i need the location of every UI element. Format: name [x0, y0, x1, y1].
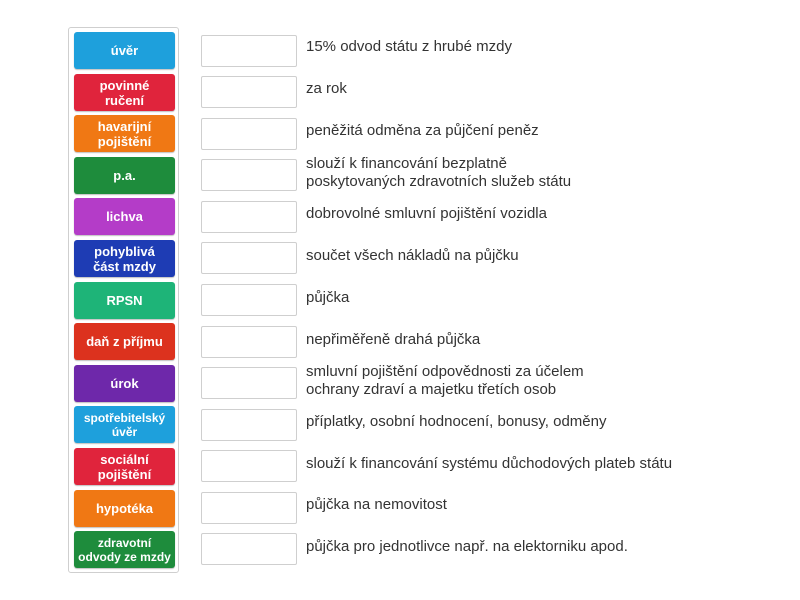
- definition-text: peněžitá odměna za půjčení peněz: [306, 122, 539, 139]
- drop-target-box[interactable]: [201, 450, 297, 482]
- answer-tile[interactable]: RPSN: [74, 282, 175, 319]
- answer-tile[interactable]: hypotéka: [74, 490, 175, 527]
- answer-tile[interactable]: daň z příjmu: [74, 323, 175, 360]
- drop-target-box[interactable]: [201, 76, 297, 108]
- drop-target-box[interactable]: [201, 159, 297, 191]
- definition-text: dobrovolné smluvní pojištění vozidla: [306, 205, 547, 222]
- definition-text: půjčka: [306, 289, 350, 306]
- answer-tile[interactable]: p.a.: [74, 157, 175, 194]
- definition-text: nepřiměřeně drahá půjčka: [306, 331, 481, 348]
- answer-tile[interactable]: úrok: [74, 365, 175, 402]
- definition-text: slouží k financování systému důchodových plateb státu: [306, 455, 673, 472]
- answer-tile[interactable]: pohyblivá část mzdy: [74, 240, 175, 277]
- drop-target-box[interactable]: [201, 533, 297, 565]
- answer-tile[interactable]: spotřebitelský úvěr: [74, 406, 175, 443]
- answer-tile[interactable]: sociální pojištění: [74, 448, 175, 485]
- definition-text: slouží k financování bezplatně poskytovaných zdravotních služeb státu: [306, 155, 572, 190]
- answer-tile[interactable]: lichva: [74, 198, 175, 235]
- definition-text: příplatky, osobní hodnocení, bonusy, odměny: [306, 413, 607, 430]
- answer-tile[interactable]: zdravotní odvody ze mzdy: [74, 531, 175, 568]
- drop-target-box[interactable]: [201, 201, 297, 233]
- drop-target-box[interactable]: [201, 35, 297, 67]
- drop-target-box[interactable]: [201, 409, 297, 441]
- answer-tile[interactable]: povinné ručení: [74, 74, 175, 111]
- drop-target-box[interactable]: [201, 326, 297, 358]
- definition-text: za rok: [306, 80, 347, 97]
- drop-target-box[interactable]: [201, 242, 297, 274]
- definition-text: půjčka na nemovitost: [306, 496, 447, 513]
- answer-tile[interactable]: havarijní pojištění: [74, 115, 175, 152]
- definition-text: součet všech nákladů na půjčku: [306, 247, 519, 264]
- answer-tile[interactable]: úvěr: [74, 32, 175, 69]
- definition-text: 15% odvod státu z hrubé mzdy: [306, 38, 512, 55]
- drop-target-box[interactable]: [201, 492, 297, 524]
- answer-tiles-panel: [68, 27, 179, 573]
- definition-text: smluvní pojištění odpovědnosti za účelem ochrany zdraví a majetku třetích osob: [306, 363, 584, 398]
- drop-target-box[interactable]: [201, 284, 297, 316]
- drop-target-box[interactable]: [201, 118, 297, 150]
- drop-target-box[interactable]: [201, 367, 297, 399]
- definition-text: půjčka pro jednotlivce např. na elektorniku apod.: [306, 538, 628, 555]
